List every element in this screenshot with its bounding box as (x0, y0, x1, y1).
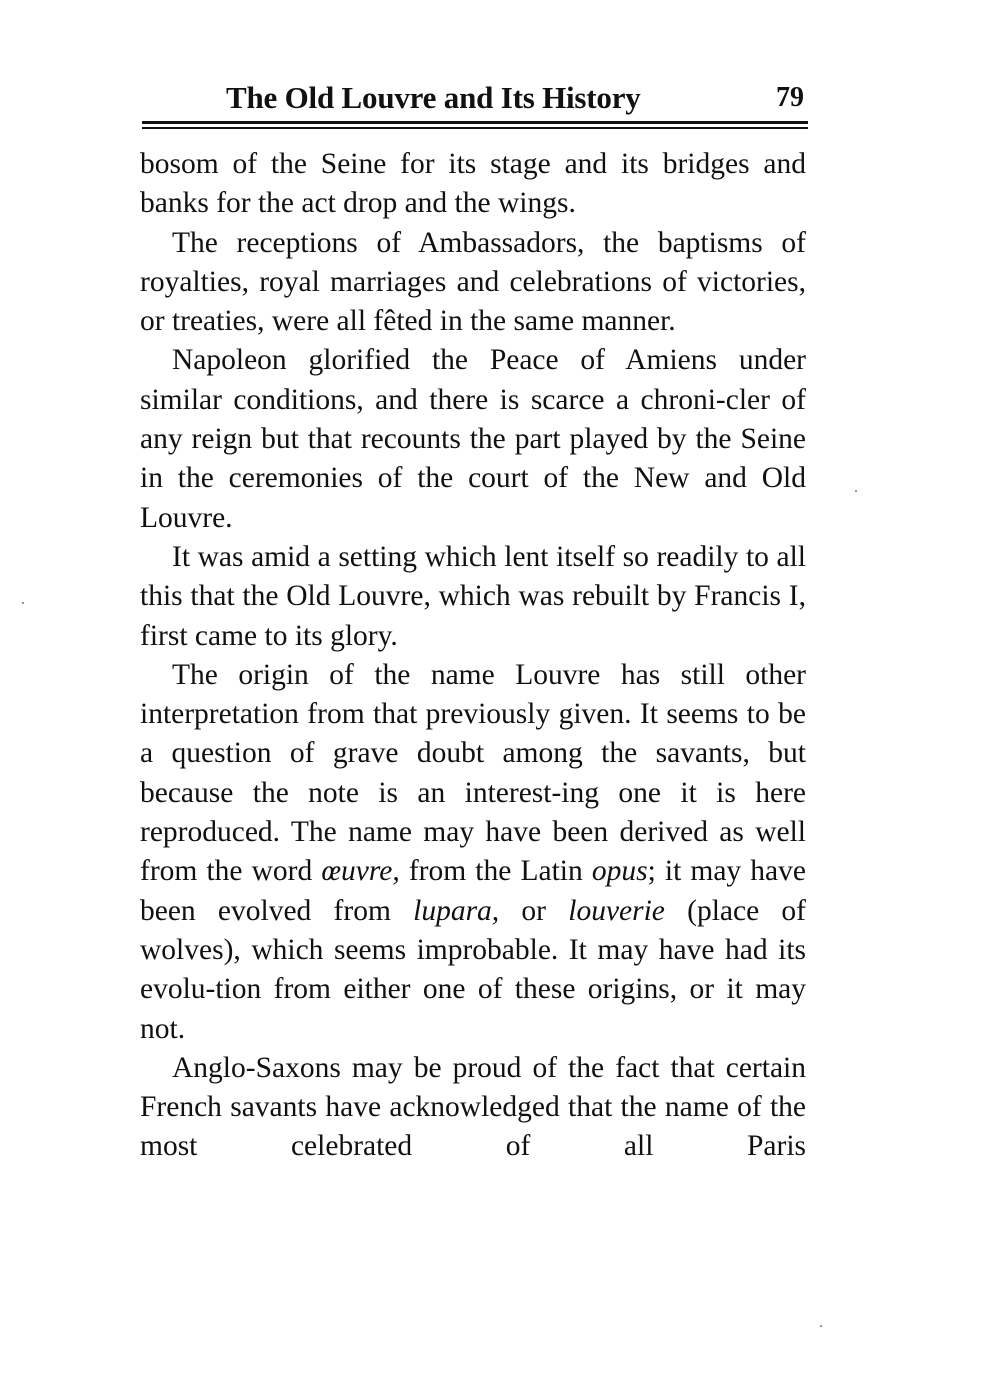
header-rule-thick (142, 121, 808, 124)
page-number: 79 (776, 82, 804, 113)
scan-speck (855, 490, 857, 492)
paragraph-5-text-c: ; it may have been evolved from (140, 855, 806, 927)
paragraph-5-text-d: or (499, 894, 569, 927)
italic-term-lupara: lupara, (413, 894, 500, 927)
paragraph-1: bosom of the Seine for its stage and its bridges and banks for the act drop and the wings. (140, 148, 806, 220)
body-text (140, 145, 806, 1167)
italic-term-oeuvre: œuvre, (321, 855, 400, 888)
scan-speck (820, 1325, 822, 1327)
paragraph-6: Anglo-Saxons may be proud of the fact that certain French savants have acknowledged that the name of the most celebrated of all Paris (140, 1051, 806, 1163)
page-header (140, 78, 808, 118)
scan-speck (22, 602, 24, 604)
italic-term-louverie: louverie (568, 894, 665, 927)
paragraph-5 (140, 656, 806, 1049)
paragraph-2: The receptions of Ambassadors, the baptisms of royalties, royal marriages and celebrations of victories, or treaties, were all fêted in the same manner. (140, 226, 806, 338)
italic-term-opus: opus (591, 855, 648, 888)
paragraph-5-text-a: The origin of the name Louvre has still other interpretation from that previously given. It seems to be a question of grave doubt among the savants, but because the note is an interest-ing one it is here reproduced. The name may have been derived as well from the word (140, 658, 806, 888)
paragraph-3: Napoleon glorified the Peace of Amiens under similar conditions, and there is scarce a chroni-cler of any reign but that recounts the part played by the Seine in the ceremonies of the court of the New and Old Louvre. (140, 344, 806, 534)
paragraph-4: It was amid a setting which lent itself so readily to all this that the Old Louvre, which was rebuilt by Francis I, first came to its glory. (140, 540, 806, 652)
running-title: The Old Louvre and Its History (226, 80, 641, 115)
paragraph-5-text-b: from the Latin (399, 855, 592, 888)
header-rule-thin (142, 127, 808, 129)
paragraph-5-text-e: (place of wolves), which seems improbable. It may have had its evolu-tion from either one of these origins, or it may not. (140, 894, 807, 1045)
